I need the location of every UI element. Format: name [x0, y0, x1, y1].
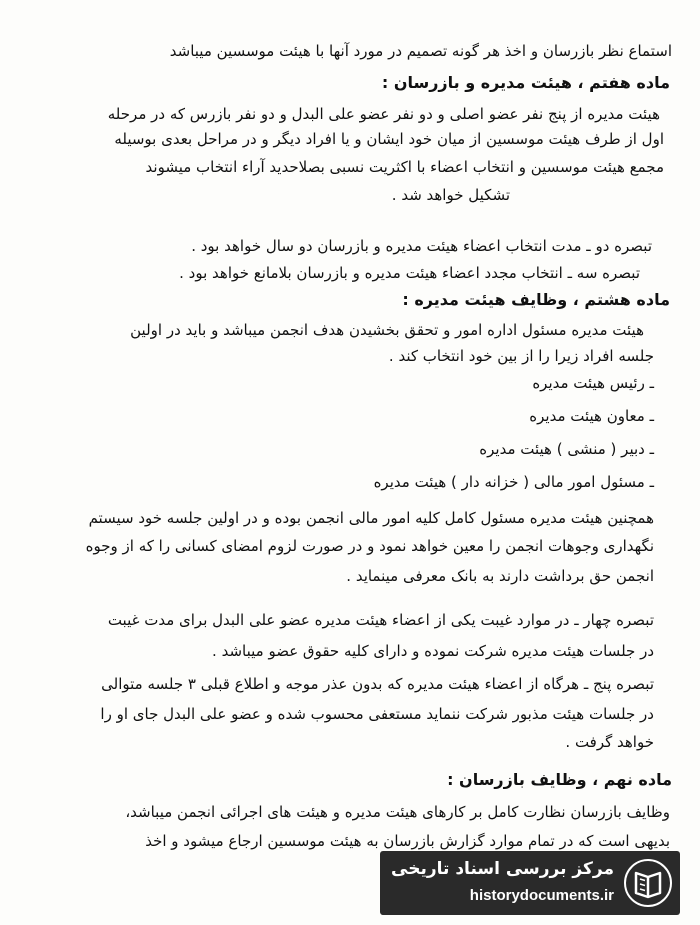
article-heading: ماده نهم ، وظایف بازرسان : — [447, 770, 672, 789]
list-item: ـ دبیر ( منشی ) هیئت مدیره — [479, 440, 654, 458]
text-line: بدیهی است که در تمام موارد گزارش بازرسان به هیئت موسسین ارجاع میشود و اخذ — [145, 832, 670, 850]
text-line: تبصره پنج ـ هرگاه از اعضاء هیئت مدیره که بدون عذر موجه و اطلاع قبلی ۳ جلسه متوالی — [101, 675, 654, 693]
article-heading: ماده هشتم ، وظایف هیئت مدیره : — [402, 290, 670, 309]
text-line: انجمن حق برداشت دارند به بانک معرفی مینماید . — [346, 567, 654, 585]
text-line: جلسه افراد زیرا را از بین خود انتخاب کند . — [388, 347, 654, 365]
text-line: تشکیل خواهد شد . — [391, 186, 510, 204]
text-line: نگهداری وجوهات انجمن را معین خواهد نمود و در صورت لزوم امضای کسانی را که از وجوه — [85, 537, 654, 555]
text-line: هیئت مدیره از پنج نفر عضو اصلی و دو نفر عضو علی البدل و دو نفر بازرس که در مرحله — [107, 105, 660, 123]
text-line: تبصره دو ـ مدت انتخاب اعضاء هیئت مدیره و بازرسان دو سال خواهد بود . — [191, 237, 652, 255]
article-heading: ماده هفتم ، هیئت مدیره و بازرسان : — [381, 73, 670, 92]
text-line: هیئت مدیره مسئول اداره امور و تحقق بخشیدن هدف انجمن میباشد و باید در اولین — [130, 321, 644, 339]
text-line: تبصره چهار ـ در موارد غیبت یکی از اعضاء هیئت مدیره عضو علی البدل برای مدت غیبت — [107, 611, 654, 629]
text-line: وظایف بازرسان نظارت کامل بر کارهای هیئت مدیره و هیئت های اجرائی انجمن میباشد، — [125, 803, 670, 821]
text-line: تبصره سه ـ انتخاب مجدد اعضاء هیئت مدیره و بازرسان بلامانع خواهد بود . — [179, 264, 640, 282]
text-line: در جلسات هیئت مدیره شرکت نموده و دارای کلیه حقوق عضو میباشد . — [212, 642, 654, 660]
watermark-title: مرکز بررسی اسناد تاریخی — [391, 859, 614, 879]
text-line: خواهد گرفت . — [565, 733, 654, 751]
list-item: ـ رئیس هیئت مدیره — [532, 374, 654, 392]
list-item: ـ مسئول امور مالی ( خزانه دار ) هیئت مدیره — [373, 473, 654, 491]
watermark-banner — [380, 851, 680, 915]
book-logo-icon — [624, 859, 672, 907]
text-line: در جلسات هیئت مذبور شرکت ننماید مستعفی محسوب شده و عضو علی البدل جای او را — [100, 705, 654, 723]
text-line: مجمع هیئت موسسین و انتخاب اعضاء با اکثریت نسبی بصلاحدید آراء انتخاب میشوند — [145, 158, 664, 176]
text-line: استماع نظر بازرسان و اخذ هر گونه تصمیم در مورد آنها با هیئت موسسین میباشد — [169, 42, 672, 60]
text-line: اول از طرف هیئت موسسین از میان خود ایشان و یا افراد دیگر و در مراحل بعدی بوسیله — [114, 130, 664, 148]
text-line: همچنین هیئت مدیره مسئول کامل کلیه امور مالی انجمن بوده و در اولین جلسه خود سیستم — [88, 509, 654, 527]
list-item: ـ معاون هیئت مدیره — [529, 407, 654, 425]
watermark-url: historydocuments.ir — [469, 887, 614, 904]
